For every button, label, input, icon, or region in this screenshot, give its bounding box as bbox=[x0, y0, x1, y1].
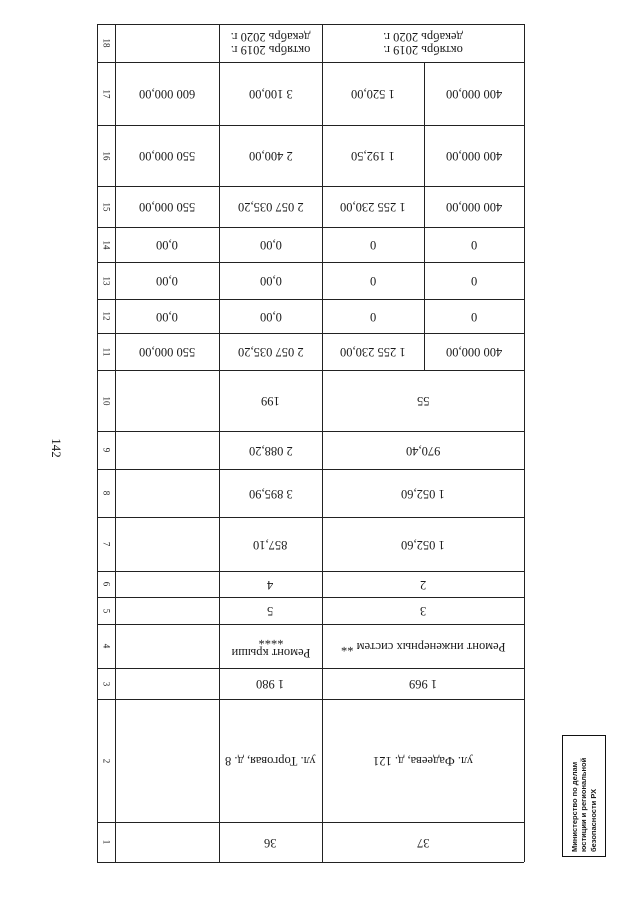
row-37-col-6: 2 bbox=[419, 577, 427, 592]
column-number-1: 1 bbox=[101, 839, 111, 845]
column-number-18: 18 bbox=[101, 38, 111, 48]
row-36-col-16: 2 400,00 bbox=[248, 149, 293, 163]
row-37-col-17-a: 1 520,00 bbox=[351, 87, 395, 101]
row-37-col-13-b: 0 bbox=[470, 274, 478, 288]
column-number-16: 16 bbox=[101, 151, 111, 160]
row-36-col-14: 0,00 bbox=[259, 238, 282, 252]
column-number-6: 6 bbox=[101, 581, 111, 587]
row-36-col-9: 2 088,20 bbox=[248, 443, 293, 458]
row-37-col-18: октябрь 2019 г. декабрь 2020 г. bbox=[383, 30, 463, 57]
column-number-13: 13 bbox=[101, 276, 111, 285]
ministry-stamp bbox=[562, 735, 606, 857]
first-row-col-14: 0,00 bbox=[156, 238, 178, 252]
row-36-col-15: 2 057 035,20 bbox=[237, 200, 304, 214]
row-37-col-15-b: 400 000,00 bbox=[445, 200, 503, 214]
row-37-col-9: 970,40 bbox=[405, 443, 441, 458]
row-37-col-12-a: 0 bbox=[369, 309, 377, 324]
row-37-col-4: Ремонт инженерных систем ** bbox=[340, 639, 506, 654]
column-number-10: 10 bbox=[101, 396, 111, 405]
row-36-col-8: 3 895,90 bbox=[248, 486, 293, 501]
row-37-col-11-a: 1 255 230,00 bbox=[340, 345, 406, 359]
column-number-5: 5 bbox=[101, 608, 111, 613]
first-row-col-16: 550 000,00 bbox=[138, 149, 196, 163]
row-36-col-13: 0,00 bbox=[259, 274, 282, 288]
row-37-col-11-b: 400 000,00 bbox=[445, 345, 503, 359]
column-number-17: 17 bbox=[101, 89, 111, 98]
column-number-2: 2 bbox=[101, 758, 111, 763]
stamp-line-2: юстиции и региональной bbox=[579, 757, 589, 852]
row-36-col-18: октябрь 2019 г. декабрь 2020 г. bbox=[230, 30, 311, 57]
row-36-col-12: 0,00 bbox=[259, 309, 282, 324]
row-37-col-5: 3 bbox=[419, 604, 427, 618]
row-36-col-10: 199 bbox=[261, 394, 280, 408]
first-row-col-11: 550 000,00 bbox=[138, 345, 196, 359]
row-37-col-17-b: 400 000,00 bbox=[445, 87, 503, 101]
first-row-col-13: 0,00 bbox=[156, 274, 178, 288]
first-row-col-15: 550 000,00 bbox=[138, 200, 196, 214]
row-37-col-2: ул. Фадеева, д. 121 bbox=[373, 754, 473, 768]
row-37-col-13-a: 0 bbox=[369, 274, 377, 288]
stamp-line-1: Министерство по делам bbox=[569, 761, 579, 852]
row-37-col-16-a: 1 192,50 bbox=[351, 149, 395, 163]
row-37-col-7: 1 052,60 bbox=[401, 537, 445, 552]
row-37-col-12-b: 0 bbox=[470, 309, 478, 324]
row-36-col-11: 2 057 035,20 bbox=[237, 345, 304, 359]
row-36-col-6: 4 bbox=[267, 577, 274, 592]
row-37-col-10: 55 bbox=[416, 394, 430, 408]
column-number-4: 4 bbox=[101, 643, 111, 649]
first-row-col-17: 600 000,00 bbox=[138, 87, 196, 101]
stamp-line-3: безопасности РХ bbox=[588, 788, 598, 852]
row-36-col-1: 36 bbox=[264, 835, 277, 850]
column-number-11: 11 bbox=[100, 347, 111, 356]
row-37-col-14-a: 0 bbox=[369, 238, 377, 252]
column-number-7: 7 bbox=[101, 541, 111, 547]
column-number-15: 15 bbox=[101, 202, 111, 211]
column-number-12: 12 bbox=[101, 311, 111, 321]
column-number-3: 3 bbox=[101, 681, 111, 686]
row-37-col-15-a: 1 255 230,00 bbox=[340, 200, 406, 214]
column-number-9: 9 bbox=[101, 447, 111, 453]
row-37-col-8: 1 052,60 bbox=[401, 486, 445, 501]
row-36-col-5: 5 bbox=[267, 604, 274, 618]
row-36-col-7: 857,10 bbox=[253, 537, 288, 552]
row-37-col-3: 1 969 bbox=[408, 677, 438, 691]
row-37-col-14-b: 0 bbox=[470, 238, 478, 252]
row-36-col-3: 1 980 bbox=[256, 677, 285, 691]
row-37-col-16-b: 400 000,00 bbox=[445, 149, 503, 163]
row-36-col-2: ул. Торговая, д. 8 bbox=[225, 754, 316, 768]
column-number-8: 8 bbox=[101, 490, 111, 496]
row-37-col-1: 37 bbox=[416, 835, 430, 850]
row-36-col-4: Ремонт крыши **** bbox=[231, 633, 310, 660]
row-36-col-17: 3 100,00 bbox=[248, 87, 293, 101]
column-number-14: 14 bbox=[101, 240, 111, 249]
page-number: 142 bbox=[49, 438, 64, 458]
first-row-col-12: 0,00 bbox=[156, 309, 178, 324]
